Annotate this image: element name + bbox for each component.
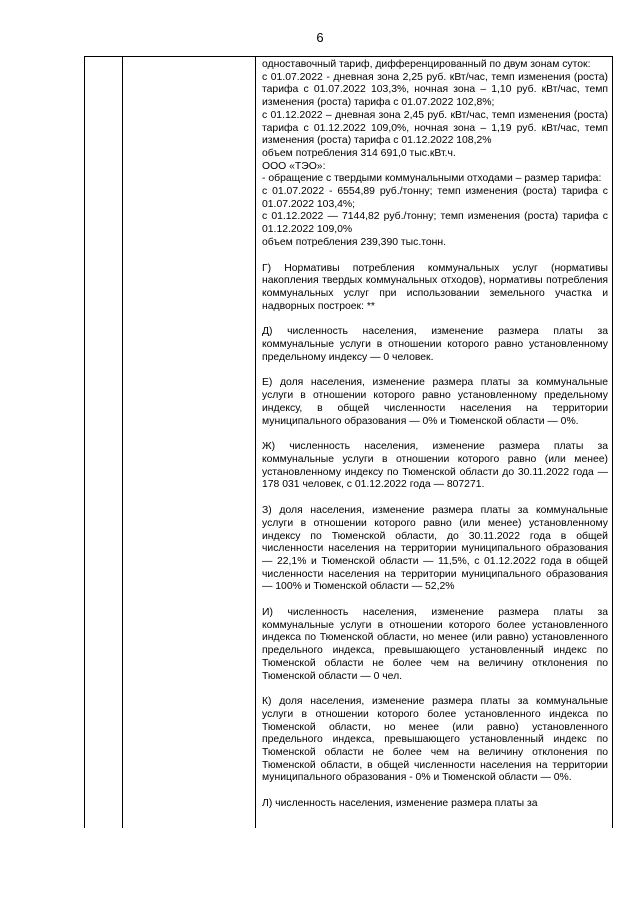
tariff-line: одноставочный тариф, дифференцированный по двум зонам суток:	[262, 59, 591, 70]
table-cell-content	[262, 59, 608, 811]
tariff-line: с 01.07.2022 - 6554,89 руб./тонну; темп изменения (роста) тарифа с 01.07.2022 103,4%;	[262, 186, 608, 210]
section-d-paragraph: Д) численность населения, изменение размера платы за коммунальные услуги в отношении которого равно установленному предельному индексу — 0 человек.	[262, 326, 608, 363]
tariff-line: - обращение с твердыми коммунальными отходами – размер тарифа:	[262, 173, 602, 185]
section-k-paragraph: К) доля населения, изменение размера платы за коммунальные услуги в отношении которого более установленного индекса по Тюменской области, но менее (или равно) установленного предельного индекса, превышающего установленный индекс по Тюменской области не более чем на величину отклонения по Тюменской области, в общей численности населения на территории муниципального образования - 0% и Тюменской области — 0%.	[262, 696, 608, 784]
column-divider	[122, 57, 123, 828]
tariff-line: ООО «ТЭО»:	[262, 160, 326, 172]
section-i-paragraph: И) численность населения, изменение размера платы за коммунальные услуги в отношении которого более установленного индекса по Тюменской области, но менее (или равно) установленного предельного индекса, превышающего установленный индекс по Тюменской области не более чем на величину отклонения по Тюменской области — 0 чел.	[262, 607, 608, 682]
tariff-line: с 01.12.2022 — 7144,82 руб./тонну; темп изменения (роста) тарифа с 01.12.2022 109,0%	[262, 211, 608, 236]
page-number: 6	[316, 30, 324, 45]
tariff-line: объем потребления 239,390 тыс.тонн.	[262, 236, 446, 248]
section-l-paragraph: Л) численность населения, изменение размера платы за	[262, 798, 538, 810]
section-z-paragraph: З) доля населения, изменение размера платы за коммунальные услуги в отношении которого равно (или менее) установленному индексу по Тюменской области, до 30.11.2022 года в общей численности населения на территории муниципального образования — 22,1% и Тюменской области — 11,5%, с 01.12.2022 года в общей численности населения на территории муниципального образования — 100% и Тюменской области — 52,2%	[262, 505, 608, 593]
section-zh-paragraph: Ж) численность населения, изменение размера платы за коммунальные услуги в отношении которого равно (или менее) установленному индексу по Тюменской области до 30.11.2022 года — 178 031 человек, с 01.12.2022 года — 807271.	[262, 441, 608, 491]
document-table	[84, 56, 613, 828]
tariff-line: объем потребления 314 691,0 тыс.кВт.ч.	[262, 147, 456, 159]
tariff-line: с 01.12.2022 – дневная зона 2,45 руб. кВт/час, темп изменения (роста) тарифа с 01.12.2022 109,0%, ночная зона – 1,19 руб. кВт/час, темп изменения (роста) тарифа с 01.12.2022 108,2%	[262, 109, 608, 147]
column-divider	[255, 57, 256, 828]
section-g-paragraph: Г) Нормативы потребления коммунальных услуг (нормативы накопления твердых коммунальных отходов), нормативы потребления коммунальных услуг при использовании земельного участка и надворных построек: **	[262, 262, 608, 312]
section-e-paragraph: Е) доля населения, изменение размера платы за коммунальные услуги в отношении которого равно установленному предельному индексу, в общей численности населения на территории муниципального образования — 0% и Тюменской области — 0%.	[262, 377, 608, 427]
tariff-line: с 01.07.2022 - дневная зона 2,25 руб. кВт/час, темп изменения (роста) тарифа с 01.07.2022 103,3%, ночная зона – 1,10 руб. кВт/час, темп изменения (роста) тарифа с 01.07.2022 102,8%;	[262, 71, 608, 109]
